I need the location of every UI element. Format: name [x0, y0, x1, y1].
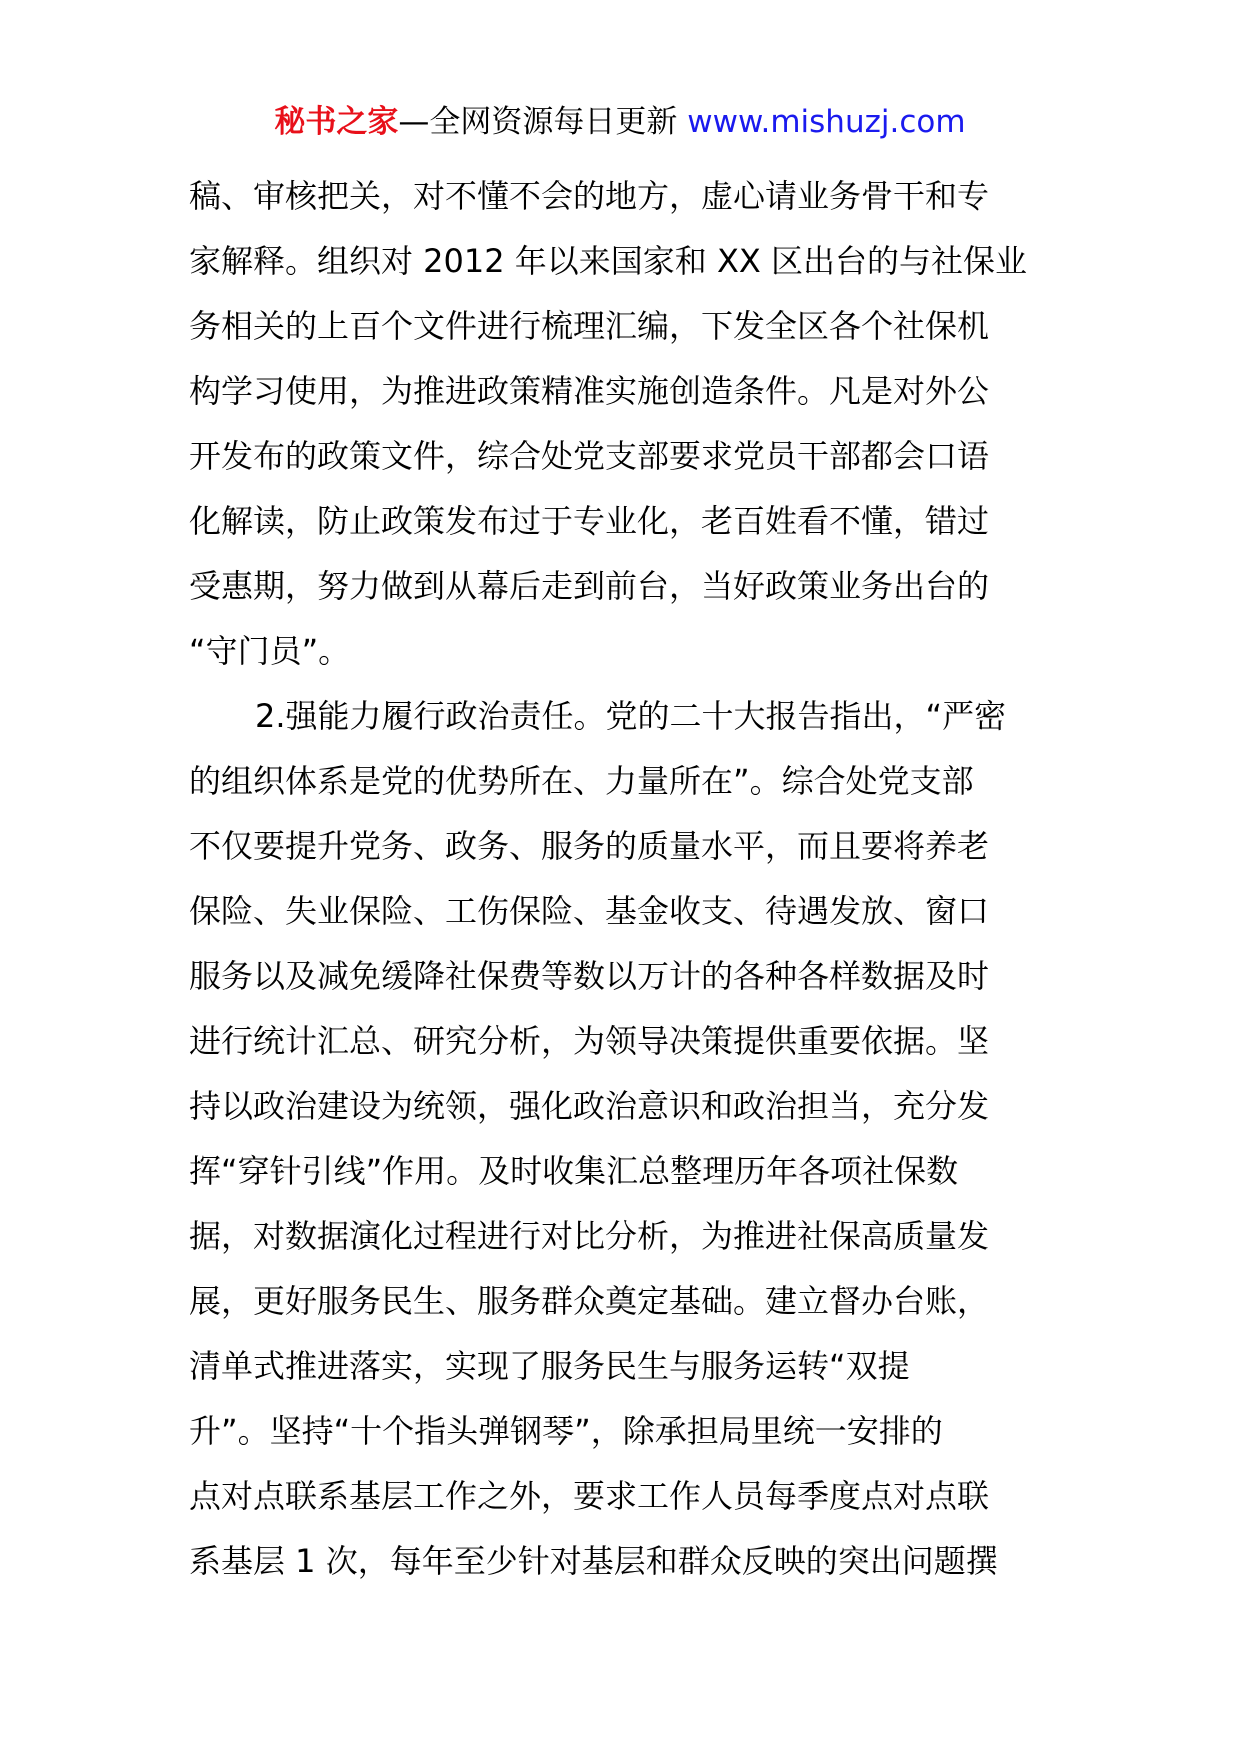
- document-body: [189, 164, 1069, 1594]
- text-line: 挥“穿针引线”作用。及时收集汇总整理历年各项社保数: [189, 1152, 959, 1190]
- text-line: 进行统计汇总、研究分析，为领导决策提供重要依据。坚: [189, 1022, 990, 1060]
- text-line: 点对点联系基层工作之外，要求工作人员每季度点对点联: [189, 1477, 990, 1515]
- text-line: 开发布的政策文件，综合处党支部要求党员干部都会口语: [189, 437, 990, 475]
- page-header: [0, 100, 1240, 144]
- header-tagline: —全网资源每日更新: [398, 104, 678, 140]
- text-line: 受惠期，努力做到从幕后走到前台，当好政策业务出台的: [189, 567, 990, 605]
- text-line: 不仅要提升党务、政务、服务的质量水平，而且要将养老: [189, 827, 990, 865]
- text-line: “守门员”。: [189, 632, 351, 670]
- text-line: 据，对数据演化过程进行对比分析，为推进社保高质量发: [189, 1217, 990, 1255]
- text-line: 持以政治建设为统领，强化政治意识和政治担当，充分发: [189, 1087, 990, 1125]
- text-line: 稿、审核把关，对不懂不会的地方，虚心请业务骨干和专: [189, 177, 990, 215]
- brand-name: 秘书之家: [274, 104, 399, 140]
- text-line: 化解读，防止政策发布过于专业化，老百姓看不懂，错过: [189, 502, 990, 540]
- text-line: 系基层 1 次，每年至少针对基层和群众反映的突出问题撰: [189, 1542, 998, 1580]
- text-line: 升”。坚持“十个指头弹钢琴”，除承担局里统一安排的: [189, 1412, 943, 1450]
- text-line: 保险、失业保险、工伤保险、基金收支、待遇发放、窗口: [189, 892, 990, 930]
- text-line: 清单式推进落实，实现了服务民生与服务运转“双提: [189, 1347, 910, 1385]
- text-line: 展，更好服务民生、服务群众奠定基础。建立督办台账，: [189, 1282, 990, 1320]
- text-line: 服务以及减免缓降社保费等数以万计的各种各样数据及时: [189, 957, 990, 995]
- text-line: 构学习使用，为推进政策精准实施创造条件。凡是对外公: [189, 372, 990, 410]
- text-line: 家解释。组织对 2012 年以来国家和 XX 区出台的与社保业: [189, 242, 1027, 280]
- text-line: 务相关的上百个文件进行梳理汇编，下发全区各个社保机: [189, 307, 990, 345]
- site-url-link[interactable]: www.mishuzj.com: [677, 104, 966, 140]
- paragraph-heading-line: 2.强能力履行政治责任。党的二十大报告指出，“严密: [255, 697, 1007, 735]
- text-line: 的组织体系是党的优势所在、力量所在”。综合处党支部: [189, 762, 974, 800]
